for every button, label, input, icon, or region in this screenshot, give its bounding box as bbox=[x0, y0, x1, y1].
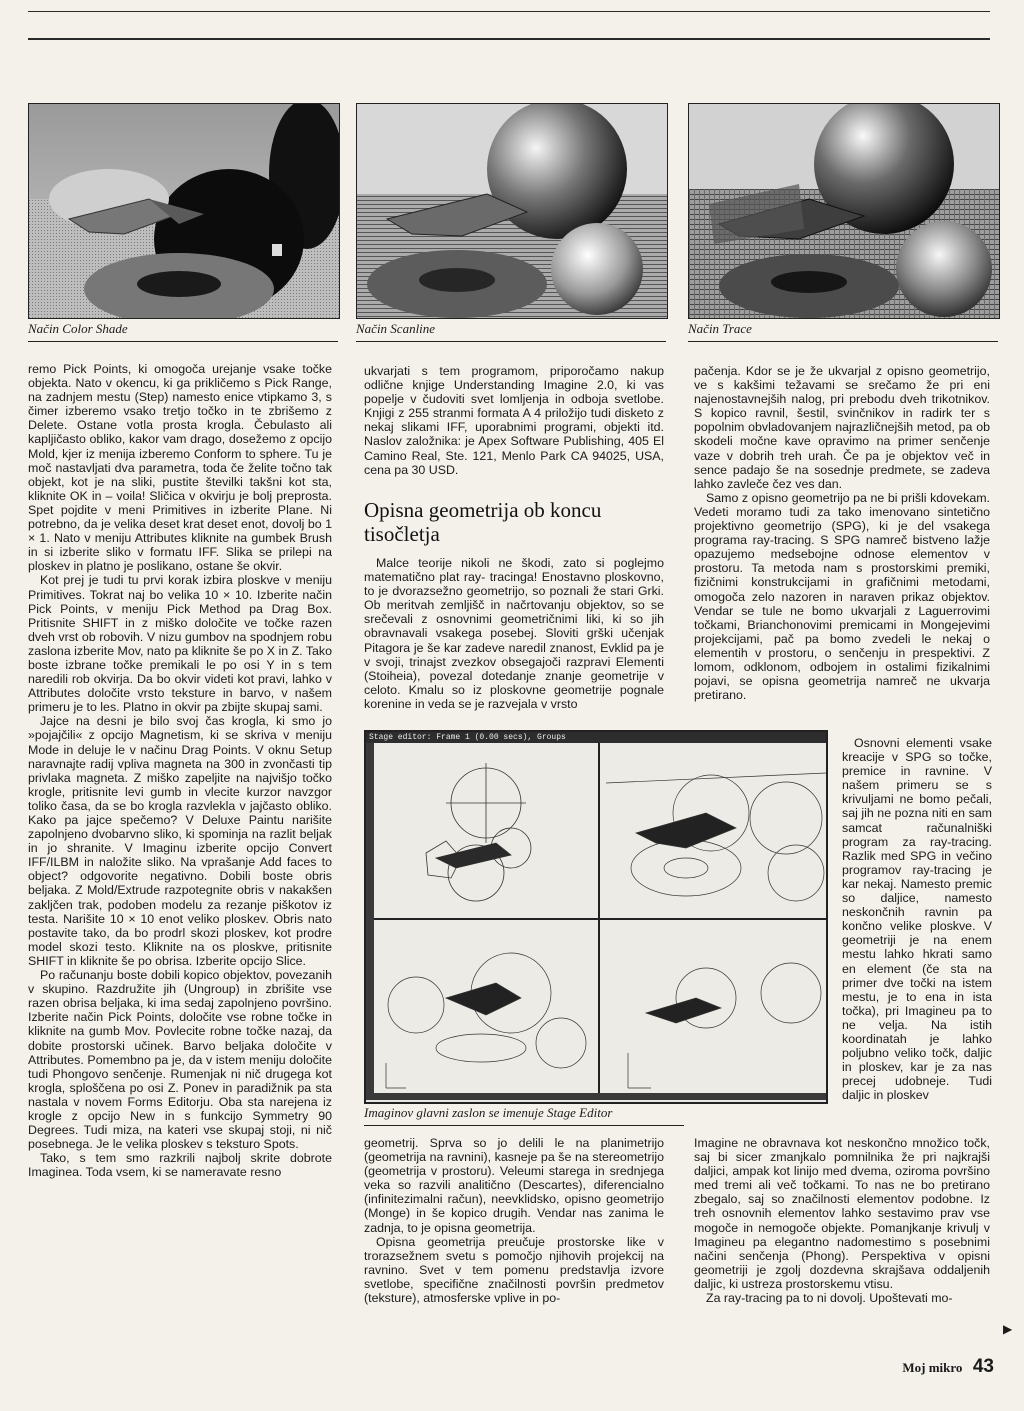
figure-caption-scanline: Način Scanline bbox=[356, 320, 666, 342]
top-rule-2 bbox=[28, 38, 990, 40]
editor-caption: Imaginov glavni zaslon se imenuje Stage Editor bbox=[364, 1105, 684, 1126]
page-number: 43 bbox=[972, 1356, 994, 1377]
article-column-3-narrow bbox=[842, 736, 992, 1102]
scanline-render bbox=[357, 104, 667, 318]
article-column-2-mid bbox=[364, 556, 664, 711]
column1-paragraph: Po računanju boste dobili kopico objektov, povezanih v skupino. Razdružite jih (Ungroup) in zbrišite vse razen obrisa beljaka, ki ima sedaj zapolnjeno površino. Izberite način Pick Points, določite vse robne točke in kliknite na gumb Mov. Povlecite robne točke nazaj, da dobite prostorski učinek. Barvo beljaka določite v Attributes. Pomembno pa je, da v istem meniju določite tudi Phongovo senčenje. Rumenjak ni nič drugega kot krogla, sploščena po osi Z. Ponev in paradižnik pa sta nastala v novem Forms Editorju. Oba sta narejena iz krogle z opcijo New in s funkcijo Symmetry 90 Degrees. Tudi miza, na kateri vse skupaj stoji, ni nič posebnega. Je le velika ploskev s teksturo Spots. bbox=[28, 968, 332, 1152]
stage-editor-viewports bbox=[366, 743, 826, 1100]
stage-editor-title-bar: Stage editor: Frame 1 (0.00 secs), Groups bbox=[366, 732, 826, 743]
figure-trace bbox=[688, 103, 1000, 319]
article-column-3-bottom bbox=[694, 1136, 990, 1305]
color-shade-render bbox=[29, 104, 339, 318]
column3-paragraph: pačenja. Kdor se je že ukvarjal z opisno geometrijo, ve s kakšimi težavami se srečamo že pri eni najenostavnejših nalog, pri prebodu dveh trikotnikov. S kopico ravnil, šestil, svinčnikov in radirk ter s popolnim obvladovanjem najrazličnejših metod, pa ob skodeli močne kave opravimo na primer senčenje vaze v dobrih treh urah. Če pa je objektov več in sence padajo še na sosednje predmete, se zadeva lahko zavleče čez ves dan. bbox=[694, 364, 990, 491]
top-rule-1 bbox=[28, 11, 990, 12]
page-footer bbox=[902, 1356, 994, 1378]
publication-name: Moj mikro bbox=[902, 1360, 963, 1375]
column2-paragraph: ukvarjati s tem programom, priporočamo nakup odlične knjige Understanding Imagine 2.0, ki vas popelje v čudoviti svet lomljenja in odboja svetlobe. Knjigi z 255 stranmi formata A 4 priložijo tudi disketo z nekaj slikami IFF, uporabnimi programi, objekti itd. Naslov založnika: je Apex Software Publishing, 405 El Camino Real, Ste. 121, Menlo Park CA 94025, USA, cena pa 30 USD. bbox=[364, 364, 664, 477]
article-column-2-bottom bbox=[364, 1136, 664, 1305]
article-column-3-top bbox=[694, 364, 990, 702]
column1-paragraph: Kot prej je tudi tu prvi korak izbira ploskve v meniju Primitives. Tokrat naj bo velika 10 × 10. Izberite način Pick Points, v meniju Pick Method pa Drag Box. Pritisnite SHIFT in z miško določite ve točke razen dveh vrst ob robovih. V nizu gumbov na spodnjem robu zaslona izberite Mov, nato pa kliknite še po X in Z. Tako boste izbrane točke premikali le po osi Y in s tem naredili rob okvirja. Da bo okvir videti kot pravi, lahko v Attributes določite vrsto teksture in barvo, v našem primeru je to les. Platno in okvir pa zbijte skupaj sami. bbox=[28, 573, 332, 715]
column1-paragraph: remo Pick Points, ki omogoča urejanje vsake točke objekta. Nato v okencu, ki ga prikličemo s Pick Range, na zadnjem mestu (Step) namesto enice vtipkamo 3, s čimer izberemo vsako tretjo točko in te zbrišemo z Delete. Ostane votla prosta krogla. Čebulasto ali kapljičasto obliko, kakor vam drago, dosežemo z opcijo Mold, kjer iz menija izberemo Conform to sphere. Tu je moč nastavljati dva parametra, toda če želite točno tak objekt, kot je na sliki, pustite številki takšni kot sta, kliknite OK in – voila! Sličica v okvirju je bolj preprosta. Spet pojdite v meni Primitives in izberite Plane. Ni potrebno, da je velika deset krat deset enot, dovolj bo 1 × 1. Nato v meniju Attributes kliknite na gumbek Brush in si izberite sliko v formatu IFF. Slika se prilepi na ploskev in platno je poslikano, ostane še okvir. bbox=[28, 362, 332, 574]
column3-paragraph: Imagine ne obravnava kot neskončno množico točk, saj bi sicer zmanjkalo pomnilnika že pri najkrajši daljici, ampak kot linijo med dvema, oziroma površino med tremi ali več točkami. To nas ne bo pretirano zbegalo, saj so značilnosti elementov podobne. Iz treh osnovnih elementov lahko sestavimo prav vse mogoče in nemogoče objekte. Pomanjkanje krivulj v Imagineu pa elegantno nadomestimo s posebnimi načini senčenja (Phong). Perspektiva v opisni geometriji je zgolj dozdevna skrajšava oddaljenih daljic, ki ustreza prostorskemu vtisu. bbox=[694, 1136, 990, 1291]
figure-caption-trace: Način Trace bbox=[688, 320, 998, 342]
trace-render bbox=[689, 104, 999, 318]
column3-paragraph: Za ray-tracing pa to ni dovolj. Upoštevati mo- bbox=[706, 1291, 953, 1306]
figure-caption-color-shade: Način Color Shade bbox=[28, 320, 338, 342]
figure-scanline bbox=[356, 103, 668, 319]
column2-paragraph: Malce teorije nikoli ne škodi, zato si poglejmo matematično plat ray- tracinga! Enostavno ploskovno, to je dvorazsežno geometrijo, so poznali že stari Grki. Ob meritvah zemljišč in načrtovanju objektov, so se srečevali z osnovnimi geometričnimi liki, ki so jih obravnavali vsakega posebej. Sloviti grški učenjak Pitagora je še kar zadeve naredil znanost, Evklid pa je v svoji, trinajst zvezkov obsegajoči razpravi Elementi (Stoiheia), povezal dotedanje znanje geometrije v celoto. Kmalu so iz ploskovne geometrije pognale korenine in veda se je razvejala v vrsto bbox=[364, 556, 664, 711]
column2-paragraph: geometrij. Sprva so jo delili le na planimetrijo (geometrija na ravnini), kasneje pa še na stereometrijo (geometrija v prostoru). Veleumi starega in srednjega veka so razvili analitično (Descartes), diferencialno (infinitezimalni račun), neevklidsko, opisno geometrijo (Monge) in še kopico drugih. Vendar nas zanima le zadnja, to je opisna geometrija. bbox=[364, 1136, 664, 1235]
column3-paragraph: Osnovni elementi vsake kreacije v SPG so točke, premice in ravnine. V našem primeru se s krivuljami ne bomo pečali, saj jih ne pozna niti en sam samcat računalniški program za ray-tracing. Razlik med SPG in večino programov ray-tracing je kar nekaj. Namesto premic so daljice, namesto neskončnih ravnin pa končno velike ploskve. V geometriji je na enem mestu lahko hkrati samo en element (če sta na primer dve točki na istem mestu, je to ena in ista točka), pri Imagineu pa to ne velja. Na istih koordinatah je lahko poljubno veliko točk, daljic in ploskev, kar je za nas precej udobneje. Tudi daljic in ploskev bbox=[842, 736, 992, 1103]
section-heading: Opisna geometrija ob koncu tisočletja bbox=[364, 498, 602, 546]
article-column-2-top bbox=[364, 364, 664, 477]
column2-paragraph: Opisna geometrija preučuje prostorske like v trorazsežnem svetu s pomočjo njihovih projekcij na ravnino. Svet v tem pomenu predstavlja izvore svetlobe, specifične značilnosti površin predmetov (teksture), atmosferske vplive in po- bbox=[364, 1234, 664, 1306]
article-column-1 bbox=[28, 362, 332, 1179]
column1-paragraph: Jajce na desni je bilo svoj čas krogla, ki smo jo »pojajčili« z opcijo Magnetism, ki se skriva v meniju Mode in deluje le v načinu Drag Points. V oknu Setup naravnajte radij vpliva magneta na 300 in zvončasti tip privlaka magneta. Z miško zapeljite na najvišjo točko krogle, pritisnite levi gumb in vlecite kurzor navzgor toliko časa, da se bo krogla razvlekla v jajčasto obliko. Kako pa jajce spečemo? V Deluxe Paintu narišite zapolnjeno dvobarvno sliko, ki spominja na razlit beljak in jo shranite. V Imaginu izberite opcijo Convert IFF/ILBM in naložite sliko. Na vprašanje Add faces to object? odgovorite negativno. Dobili boste obris beljaka. Z Mold/Extrude razpotegnite obris v nakakšen zakljčen trak, podoben modelu za rezanje piškotov iz testa. Narišite 10 × 10 enot veliko ploskev. Obris nato postavite tako, da bo prodrl skozi ploskev, kot prodre model skozi testo. Kliknite na os ploskve, pritisnite SHIFT in kliknite še po obrisa. Izberite opcijo Slice. bbox=[28, 714, 332, 968]
stage-editor-screenshot bbox=[364, 730, 828, 1104]
column1-paragraph: Tako, s tem smo razkrili najbolj skrite dobrote Imaginea. Toda vsem, ki se nameravate resno bbox=[28, 1151, 332, 1180]
column3-paragraph: Samo z opisno geometrijo pa ne bi prišli kdovekam. Vedeti moramo tudi za tako imenovano sintetično projektivno geometrijo (SPG), ki je del vsakega programa ray-tracing. S SPG namreč bistveno lažje opazujemo medsebojne odnose elementov v prostoru. Ta metoda nam s prostorskimi premiki, fizičnimi konstrukcijami in grafičnimi metodami, omogoča zelo nazoren in naraven prikaz objektov. Vendar se tule ne bomo ukvarjali z Laguerrovimi točkami, Brianchonovimi premicami in Mongejevimi projekcijami, pač pa bomo zvedeli le nekaj o elementih v prostoru, o senčenju in prespektivi. Z lomom, odklonom, odbojem in ostalimi fizikalnimi pojavi, se opisna geometrija namreč ne ukvarja pretirano. bbox=[694, 490, 990, 703]
figure-color-shade bbox=[28, 103, 340, 319]
continue-arrow-icon: ▶ bbox=[1003, 1322, 1013, 1336]
